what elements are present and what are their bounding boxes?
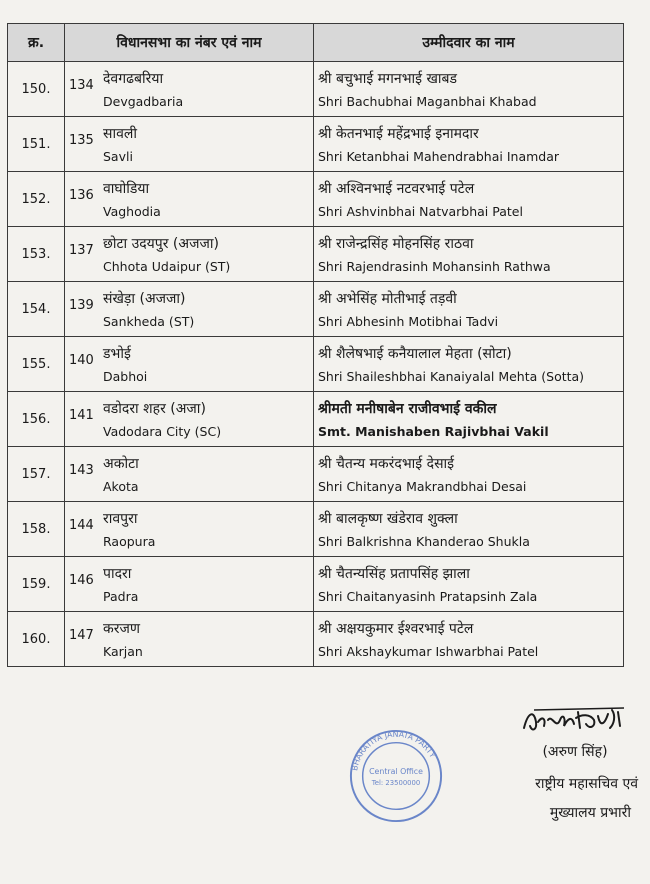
constituency-name-english: Akota: [103, 479, 139, 494]
constituency-cell: [65, 337, 314, 392]
candidate-name-hindi: श्रीमती मनीषाबेन राजीवभाई वकील: [318, 401, 497, 417]
candidate-cell: [314, 172, 624, 227]
constituency-name-english: Dabhoi: [103, 369, 148, 384]
serial-number: 153.: [21, 246, 51, 262]
constituency-number: 144: [69, 518, 94, 533]
constituency-name-hindi: देवगढबरिया: [103, 71, 164, 87]
candidate-name-english: Smt. Manishaben Rajivbhai Vakil: [318, 424, 549, 439]
serial-cell: [8, 227, 65, 282]
candidate-name-hindi: श्री चैतन्यसिंह प्रतापसिंह झाला: [318, 566, 470, 582]
constituency-name-hindi: संखेड़ा (अजजा): [103, 291, 186, 307]
serial-cell: [8, 282, 65, 337]
constituency-name-english: Devgadbaria: [103, 94, 184, 109]
table-header-row: [8, 24, 624, 62]
constituency-number: 147: [69, 628, 94, 643]
serial-cell: [8, 612, 65, 667]
constituency-number: 140: [69, 353, 94, 368]
table-row: [8, 447, 624, 502]
candidate-name-hindi: श्री अभेसिंह मोतीभाई तड़वी: [318, 291, 457, 307]
constituency-name-hindi: करजण: [103, 621, 140, 637]
serial-number: 156.: [21, 411, 51, 427]
table-row: [8, 502, 624, 557]
table-row: [8, 62, 624, 117]
candidate-cell: [314, 62, 624, 117]
serial-cell: [8, 337, 65, 392]
constituency-number: 136: [69, 188, 94, 203]
signatory-title-line-2: मुख्यालय प्रभारी: [549, 805, 631, 821]
constituency-cell: [65, 227, 314, 282]
signatory-name: (अरुण सिंह): [542, 744, 608, 760]
constituency-cell: [65, 392, 314, 447]
constituency-name-english: Vaghodia: [103, 204, 161, 219]
constituency-name-english: Chhota Udaipur (ST): [103, 259, 231, 274]
constituency-cell: [65, 502, 314, 557]
table-row: [8, 282, 624, 337]
table-row: [8, 172, 624, 227]
constituency-name-hindi: पादरा: [103, 566, 132, 582]
candidate-name-english: Shri Shaileshbhai Kanaiyalal Mehta (Sotta): [318, 369, 585, 384]
header-candidate: उम्मीदवार का नाम: [314, 24, 624, 62]
constituency-name-english: Vadodara City (SC): [103, 424, 222, 439]
constituency-name-english: Savli: [103, 149, 133, 164]
candidate-name-english: Shri Chitanya Makrandbhai Desai: [318, 479, 527, 494]
constituency-cell: [65, 117, 314, 172]
table-row: [8, 117, 624, 172]
constituency-name-hindi: अकोटा: [103, 456, 139, 472]
constituency-cell: [65, 62, 314, 117]
constituency-name-hindi: वडोदरा शहर (अजा): [103, 401, 206, 417]
candidate-cell: [314, 447, 624, 502]
candidate-name-hindi: श्री राजेन्द्रसिंह मोहनसिंह राठवा: [318, 236, 474, 252]
constituency-number: 139: [69, 298, 94, 313]
table-row: [8, 392, 624, 447]
candidate-name-english: Shri Bachubhai Maganbhai Khabad: [318, 94, 537, 109]
serial-number: 154.: [21, 301, 51, 317]
candidate-name-hindi: श्री बालकृष्ण खंडेराव शुक्ला: [318, 511, 458, 527]
candidate-name-english: Shri Balkrishna Khanderao Shukla: [318, 534, 530, 549]
serial-cell: [8, 502, 65, 557]
seal-line-1: Central Office: [369, 767, 423, 777]
constituency-cell: [65, 282, 314, 337]
constituency-name-english: Raopura: [103, 534, 156, 549]
party-seal: [347, 727, 445, 825]
constituency-number: 137: [69, 243, 94, 258]
table-body: [8, 62, 624, 667]
candidate-cell: [314, 337, 624, 392]
seal-line-2: Tel: 23500000: [371, 778, 421, 787]
candidate-cell: [314, 557, 624, 612]
serial-number: 159.: [21, 576, 51, 592]
table-row: [8, 337, 624, 392]
serial-cell: [8, 392, 65, 447]
candidate-cell: [314, 117, 624, 172]
candidate-name-english: Shri Rajendrasinh Mohansinh Rathwa: [318, 259, 551, 274]
constituency-name-english: Sankheda (ST): [103, 314, 195, 329]
candidate-name-hindi: श्री केतनभाई महेंद्रभाई इनामदार: [318, 126, 479, 142]
table-row: [8, 612, 624, 667]
constituency-cell: [65, 557, 314, 612]
candidate-name-english: Shri Ketanbhai Mahendrabhai Inamdar: [318, 149, 560, 164]
handwritten-signature: [520, 702, 628, 738]
constituency-cell: [65, 172, 314, 227]
header-constituency: विधानसभा का नंबर एवं नाम: [65, 24, 314, 62]
constituency-number: 135: [69, 133, 94, 148]
candidate-name-english: Shri Akshaykumar Ishwarbhai Patel: [318, 644, 539, 659]
candidate-name-english: Shri Ashvinbhai Natvarbhai Patel: [318, 204, 523, 219]
serial-cell: [8, 557, 65, 612]
constituency-number: 146: [69, 573, 94, 588]
serial-cell: [8, 117, 65, 172]
signatory-title-line-1: राष्ट्रीय महासचिव एवं: [535, 776, 638, 792]
constituency-name-hindi: डभोई: [103, 346, 131, 362]
serial-number: 155.: [21, 356, 51, 372]
candidate-name-english: Shri Chaitanyasinh Pratapsinh Zala: [318, 589, 538, 604]
candidate-name-hindi: श्री अश्विनभाई नटवरभाई पटेल: [318, 181, 475, 197]
serial-number: 150.: [21, 81, 51, 97]
serial-number: 157.: [21, 466, 51, 482]
constituency-name-hindi: वाघोडिया: [103, 181, 150, 197]
constituency-cell: [65, 447, 314, 502]
constituency-name-english: Padra: [103, 589, 139, 604]
constituency-name-english: Karjan: [103, 644, 143, 659]
serial-number: 160.: [21, 631, 51, 647]
constituency-number: 143: [69, 463, 94, 478]
table-row: [8, 227, 624, 282]
candidate-cell: [314, 502, 624, 557]
candidate-cell: [314, 282, 624, 337]
serial-number: 158.: [21, 521, 51, 537]
candidate-name-english: Shri Abhesinh Motibhai Tadvi: [318, 314, 499, 329]
candidate-cell: [314, 392, 624, 447]
table-row: [8, 557, 624, 612]
candidate-name-hindi: श्री चैतन्य मकरंदभाई देसाई: [318, 456, 455, 472]
header-serial: क्र.: [8, 24, 65, 62]
serial-cell: [8, 447, 65, 502]
candidate-name-hindi: श्री बचुभाई मगनभाई खाबड: [318, 71, 458, 87]
constituency-number: 141: [69, 408, 94, 423]
serial-cell: [8, 172, 65, 227]
constituency-name-hindi: छोटा उदयपुर (अजजा): [103, 236, 219, 252]
seal-ring-text: BHARATIYA JANATA PARTY: [350, 729, 438, 772]
candidate-name-hindi: श्री अक्षयकुमार ईश्वरभाई पटेल: [318, 621, 474, 637]
serial-number: 151.: [21, 136, 51, 152]
constituency-cell: [65, 612, 314, 667]
candidate-table: [7, 23, 624, 667]
serial-cell: [8, 62, 65, 117]
candidate-cell: [314, 227, 624, 282]
serial-number: 152.: [21, 191, 51, 207]
candidate-name-hindi: श्री शैलेषभाई कनैयालाल मेहता (सोटा): [318, 346, 512, 362]
constituency-name-hindi: रावपुरा: [103, 511, 138, 527]
constituency-number: 134: [69, 78, 94, 93]
candidate-cell: [314, 612, 624, 667]
constituency-name-hindi: सावली: [103, 126, 137, 142]
